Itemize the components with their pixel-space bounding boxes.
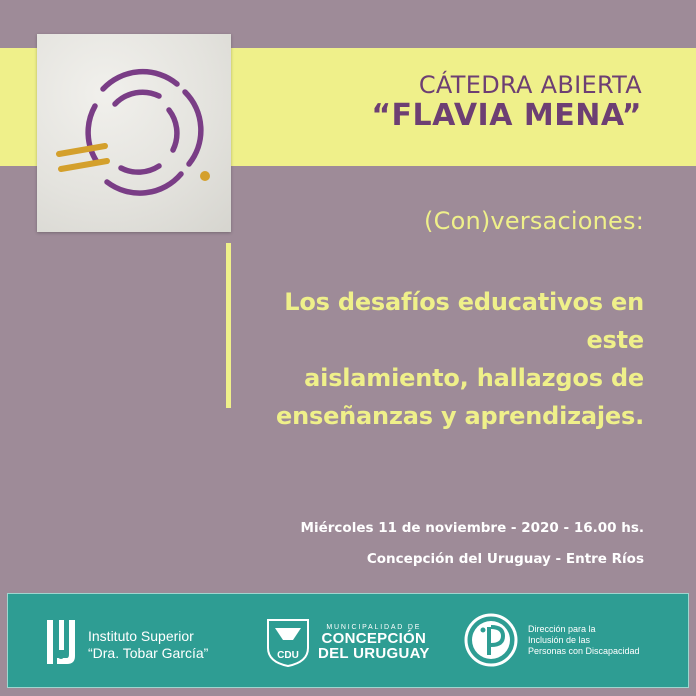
municipality-line-2: DEL URUGUAY <box>318 645 430 662</box>
title-line-2: “FLAVIA MENA” <box>371 97 642 133</box>
institute-line-1: Instituto Superior <box>88 628 194 644</box>
description-line-1: Los desafíos educativos en este <box>284 288 644 354</box>
institute-logo-icon <box>43 616 83 668</box>
institute-line-2: “Dra. Tobar García” <box>88 645 209 661</box>
event-date: Miércoles 11 de noviembre - 2020 - 16.00 hs. <box>300 520 644 536</box>
municipality-small: MUNICIPALIDAD DE <box>326 624 422 631</box>
dp-circle-icon <box>463 612 519 668</box>
direction-line-1: Dirección para la <box>528 624 596 634</box>
municipality-shield-icon <box>263 614 313 668</box>
direction-name <box>528 624 640 657</box>
municipality-badge: CDU <box>277 650 299 661</box>
event-title <box>371 72 642 132</box>
municipality-name <box>318 624 430 661</box>
event-place: Concepción del Uruguay - Entre Ríos <box>366 551 644 567</box>
sponsors-footer <box>7 593 689 688</box>
description-line-3: enseñanzas y aprendizajes. <box>276 402 644 430</box>
description <box>224 283 644 435</box>
catedra-logo-icon <box>37 34 231 232</box>
title-line-1: CÁTEDRA ABIERTA <box>418 71 642 99</box>
description-line-2: aislamiento, hallazgos de <box>304 364 644 392</box>
subtitle: (Con)versaciones: <box>424 207 644 235</box>
institute-name <box>88 628 208 662</box>
direction-line-3: Personas con Discapacidad <box>528 646 640 656</box>
municipality-line-1: CONCEPCIÓN <box>321 630 427 647</box>
direction-line-2: Inclusión de las <box>528 635 591 645</box>
catedra-logo-tile <box>37 34 231 232</box>
